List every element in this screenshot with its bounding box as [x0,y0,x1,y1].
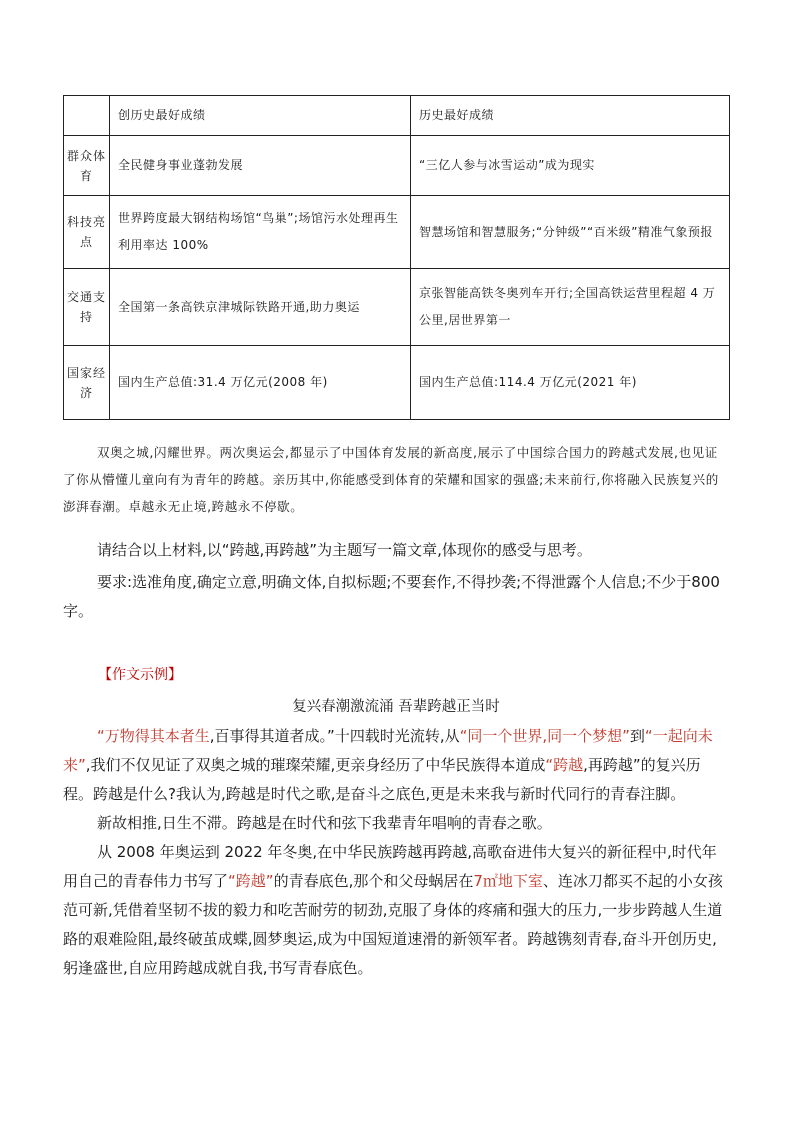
row-label: 科技亮点 [64,196,110,269]
quote: “同一个世界,同一个梦想” [459,727,630,745]
table-row [64,136,730,196]
row-label: 群众体育 [64,136,110,196]
quote: “跨越 [545,756,584,774]
quote: “万物得其本者生 [97,727,210,745]
prompt-text: 请结合以上材料,以“跨越,再跨越”为主题写一篇文章,体现你的感受与思考。 [97,541,592,559]
table-cell: 智慧场馆和智慧服务;“分钟级”“百米级”精准气象预报 [411,196,730,269]
table-cell: 世界跨度最大钢结构场馆“鸟巢”;场馆污水处理再生利用率达 100% [110,196,411,269]
quote: 7㎡地下室 [473,872,543,890]
table-cell: 国内生产总值:31.4 万亿元(2008 年) [110,346,411,420]
table-row [64,196,730,269]
comparison-table [63,95,730,420]
table-header-cell: 历史最好成绩 [411,96,730,136]
table-cell: 全国第一条高铁京津城际铁路开通,助力奥运 [110,269,411,346]
essay-paragraph [63,722,729,809]
table-cell: “三亿人参与冰雪运动”成为现实 [411,136,730,196]
table-header-row [64,96,730,136]
table-row [64,269,730,346]
essay-body [63,722,729,983]
essay-text: 、连冰刀都买不起的小女孩范可新,凭借着坚韧不拔的毅力和吃苦耐劳的韧劲,克服了身体的疼痛和强大的压力,一步步跨越人生道路的艰难险阻,最终破茧成蝶,圆梦奥运,成为中国短道速滑的新领军者。跨越镌刻青春,奋斗开创历史,躬逢盛世,自应用跨越成就自我,书写青春底色。 [63,872,723,977]
quote: “一起向未来” [63,727,713,774]
table-row [64,346,730,420]
table-cell: 国内生产总值:114.4 万亿元(2021 年) [411,346,730,420]
row-label: 国家经济 [64,346,110,420]
sample-tag: 【作文示例】 [98,667,182,683]
requirement-text: 要求:选准角度,确定立意,明确文体,自拟标题;不要套作,不得抄袭;不得泄露个人信息;不少于800字。 [63,573,720,620]
row-label: 交通支持 [64,269,110,346]
table-cell: 京张智能高铁冬奥列车开行;全国高铁运营里程超 4 万公里,居世界第一 [411,269,730,346]
essay-text: ,百事得其道者成。”十四载时光流转,从 [209,727,460,745]
material-text: 双奥之城,闪耀世界。两次奥运会,都显示了中国体育发展的新高度,展示了中国综合国力的跨越式发展,也见证了你从懵懂儿童向有为青年的跨越。亲历其中,你能感受到体育的荣耀和国家的强盛;未来前行,你将融入民族复兴的澎湃春潮。卓越永无止境,跨越永不停歇。 [63,445,719,514]
essay-paragraph [63,838,729,983]
essay-text: ,我们不仅见证了双奥之城的璀璨荣耀,更亲身经历了中华民族得本道成 [85,756,546,774]
essay-text: 到 [629,727,645,745]
essay-text: 的青春底色,那个和父母蜗居在 [273,872,474,890]
table-header-cell: 创历史最好成绩 [110,96,411,136]
quote: “跨越” [228,872,274,890]
essay-paragraph: 新故相推,日生不滞。跨越是在时代和弦下我辈青年唱响的青春之歌。 [97,814,552,832]
essay-text: 从 2008 年奥运到 2022 年冬奥,在中华民族跨越再跨越,高歌奋进伟大复兴的新征程中,时代年用自己的青春伟力书写了 [63,843,717,890]
table-header-cell [64,96,110,136]
table-cell: 全民健身事业蓬勃发展 [110,136,411,196]
material-paragraph [63,439,729,520]
essay-title: 复兴春潮激流涌 吾辈跨越正当时 [292,699,500,715]
essay-text: ,再跨越”的复兴历程。跨越是什么?我认为,跨越是时代之歌,是奋斗之底色,更是未来我与新时代同行的青春注脚。 [63,756,701,803]
